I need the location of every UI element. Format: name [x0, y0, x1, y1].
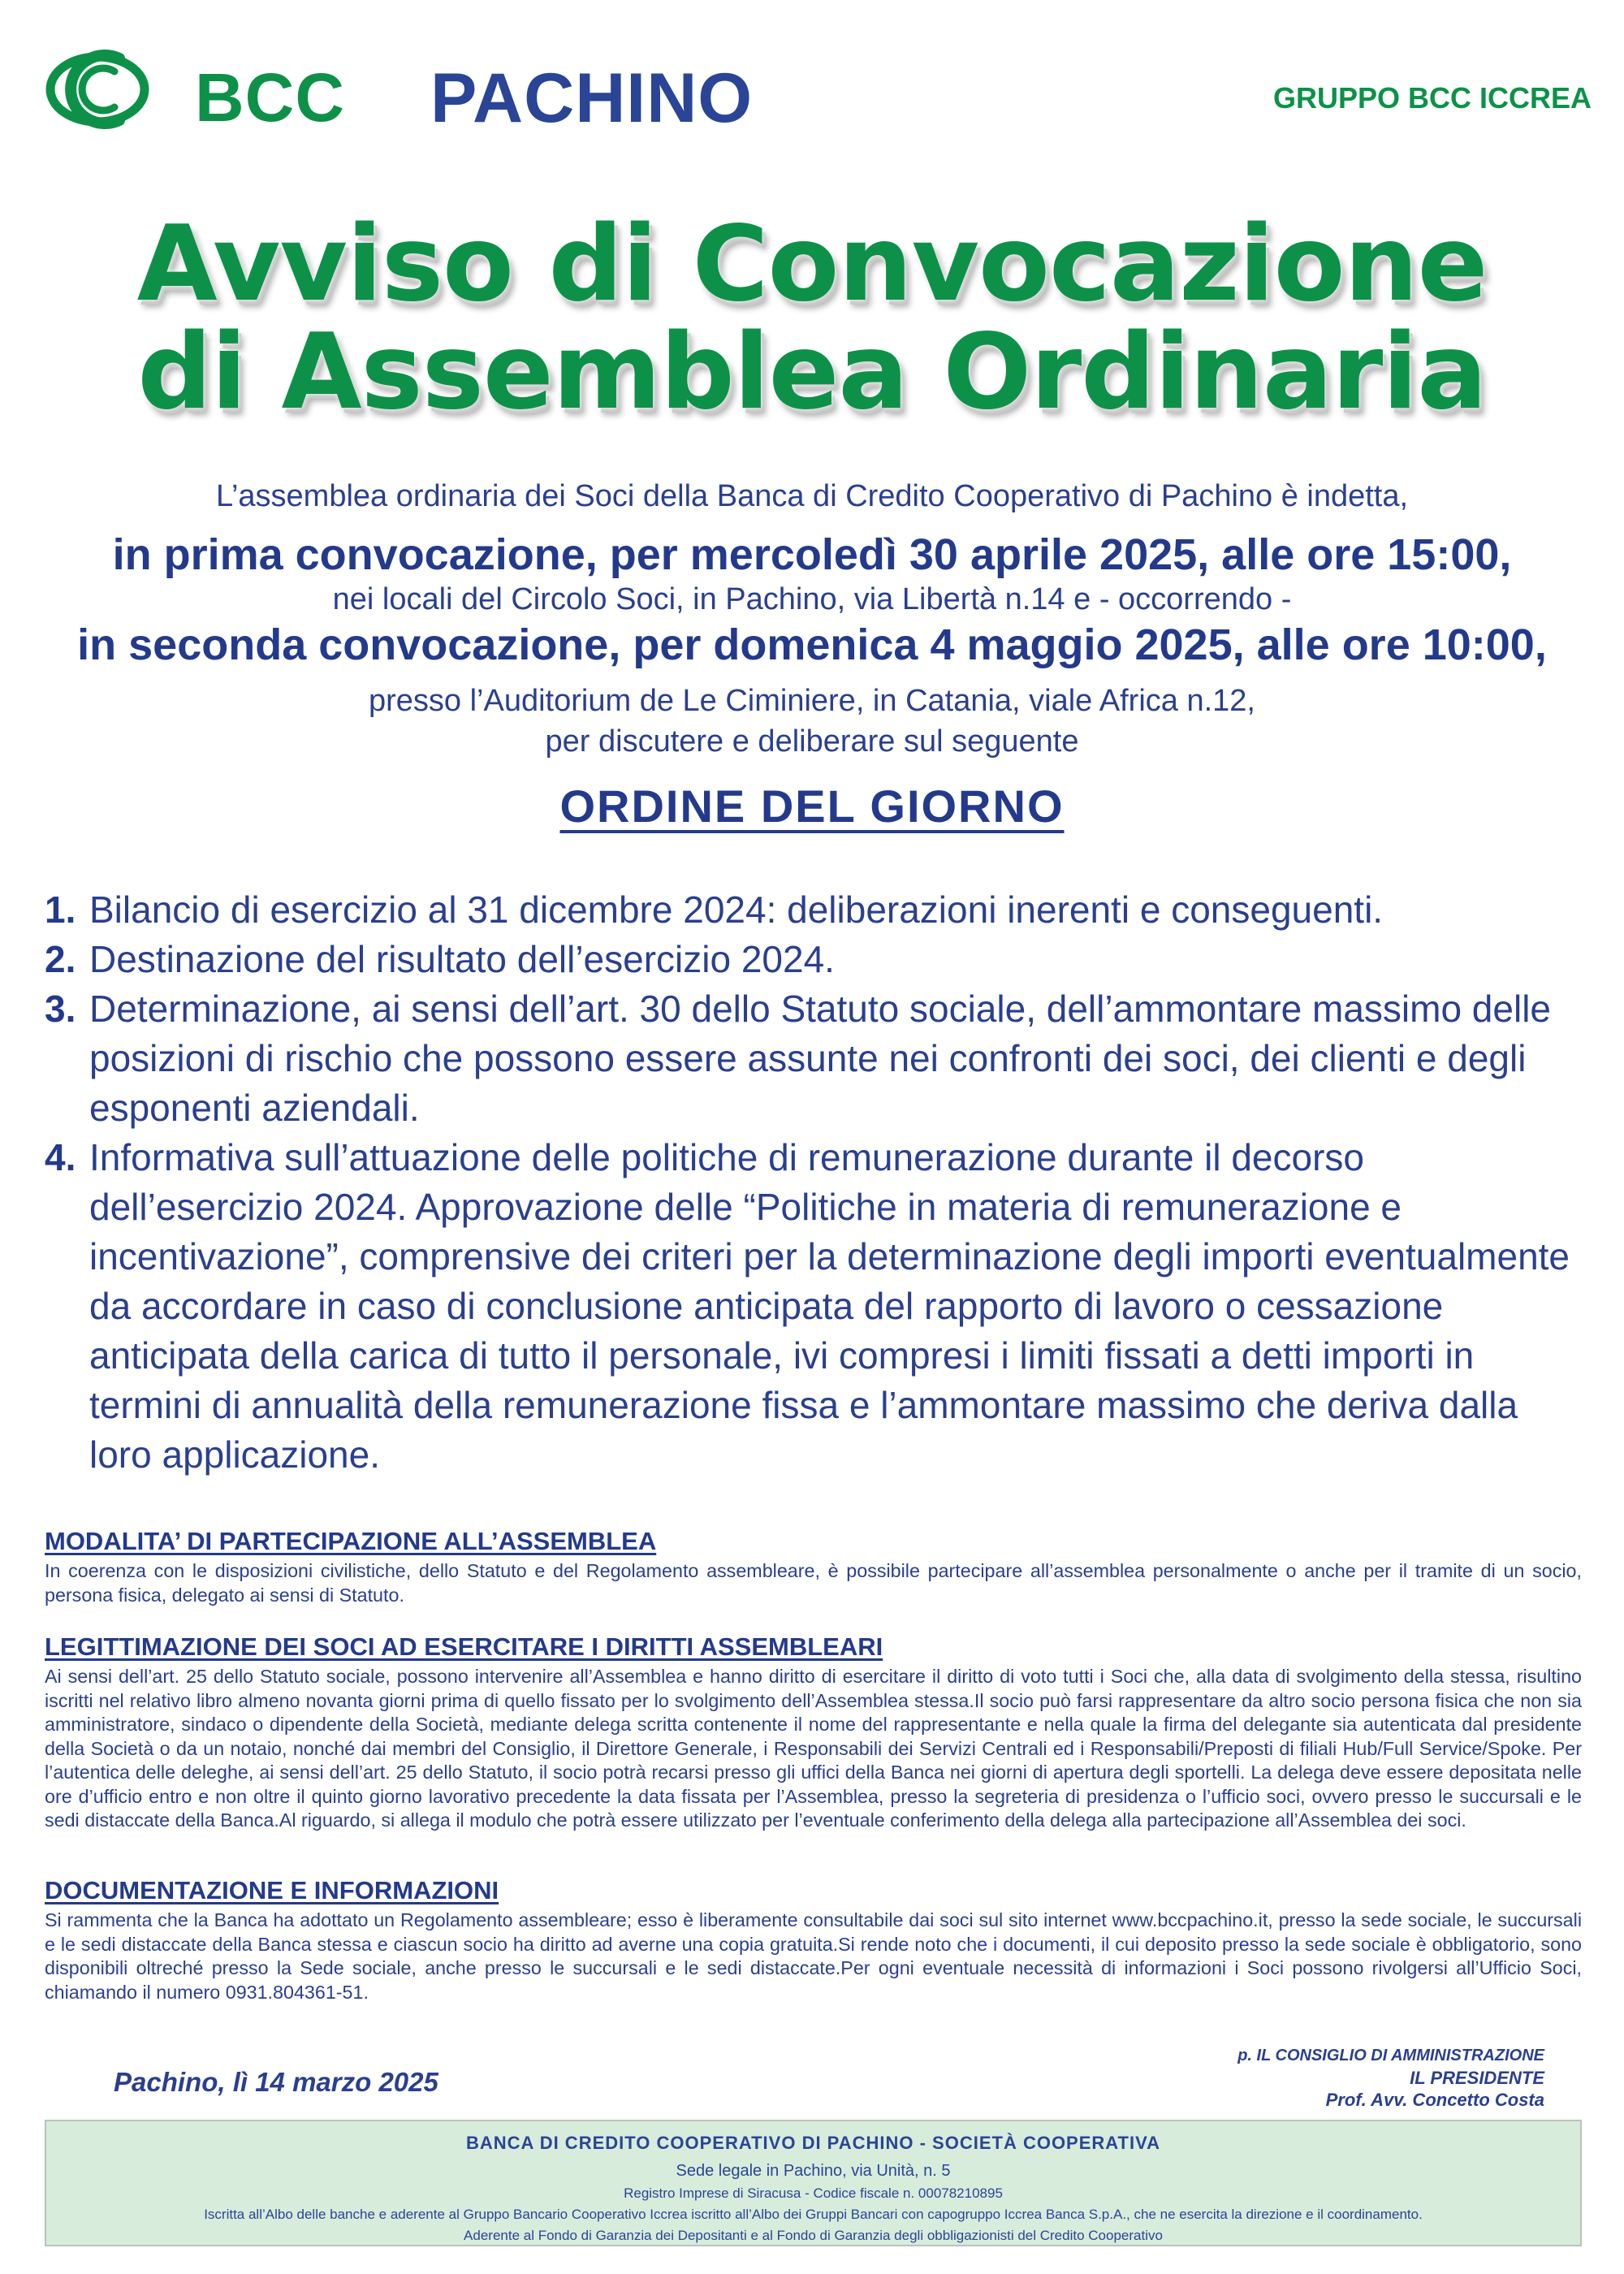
section-text-documentazione: Si rammenta che la Banca ha adottato un Regolamento assembleare; esso è liberamente consultabile dai soci sul sito internet www.bccpachino.it, presso la sede sociale, le succursali e le sedi distaccate della Banca stessa e ciascun socio ha diritto ad averne una copia gratuita.Si rende noto che i documenti, il cui deposito presso la sede sociale è obbligatorio, sono disponibili oltreché presso la Sede sociale, anche presso le succursali e le sedi distaccate.Per ogni eventuale necessità di informazioni i Soci possono rivolgersi all’Ufficio Soci, chiamando il numero 0931.804361-51.: [45, 1909, 1582, 2003]
page-title-line-1: Avviso di Convocazione: [136, 204, 1488, 325]
intro-line: L’assemblea ordinaria dei Soci della Banca di Credito Cooperativo di Pachino è indetta,: [215, 479, 1409, 513]
president-name: Prof. Avv. Concetto Costa: [1325, 2090, 1544, 2110]
footer: [45, 2120, 1582, 2246]
notice-date: Pachino, lì 14 marzo 2025: [114, 2067, 438, 2097]
intro-location-1: nei locali del Circolo Soci, in Pachino, via Libertà n.14 e - occorrendo -: [332, 582, 1292, 616]
agenda-heading: ORDINE DEL GIORNO: [559, 780, 1065, 832]
header: [45, 41, 1592, 138]
intro-location-2: presso l’Auditorium de Le Ciminiere, in Catania, viale Africa n.12,: [369, 684, 1255, 718]
section-title-documentazione: DOCUMENTAZIONE E INFORMAZIONI: [45, 1876, 499, 1904]
brand-name: BCC: [195, 59, 345, 136]
bank-name: PACHINO: [430, 59, 754, 137]
footer-bank-name: BANCA DI CREDITO COOPERATIVO DI PACHINO - SOCIETÀ COOPERATIVA: [465, 2133, 1161, 2153]
agenda-item-number: 3.: [45, 988, 76, 1030]
agenda-item-text: Determinazione, ai sensi dell’art. 30 dello Statuto sociale, dell’ammontare massimo delle posizioni di rischio che possono essere assunte nei confronti dei soci, dei clienti e degli esponenti aziendali.: [89, 988, 1551, 1129]
agenda-item-number: 4.: [45, 1136, 76, 1178]
section-title-modalita: MODALITA’ DI PARTECIPAZIONE ALL’ASSEMBLEA: [45, 1527, 657, 1555]
intro-purpose: per discutere e deliberare sul seguente: [545, 724, 1079, 759]
agenda-item: [45, 885, 1579, 935]
footer-address: Sede legale in Pachino, via Unità, n. 5: [676, 2162, 951, 2180]
signature-block: [1237, 2045, 1544, 2111]
section-text-modalita: In coerenza con le disposizioni civilistiche, dello Statuto e del Regolamento assembleare, è possibile partecipare all’assemblea personalmente o anche per il tramite di un socio, persona fisica, delegato ai sensi di Statuto.: [45, 1560, 1582, 1606]
page-title-line-2: di Assemblea Ordinaria: [137, 312, 1487, 433]
bcc-logo-icon: [45, 41, 150, 138]
board-label: p. IL CONSIGLIO DI AMMINISTRAZIONE: [1237, 2047, 1544, 2064]
group-name: GRUPPO BCC ICCREA: [1272, 81, 1592, 115]
president-label: IL PRESIDENTE: [1410, 2068, 1544, 2088]
section-title-legittimazione: LEGITTIMAZIONE DEI SOCI AD ESERCITARE I DIRITTI ASSEMBLEARI: [45, 1632, 883, 1661]
agenda-item-number: 2.: [45, 938, 76, 980]
agenda-item-text: Destinazione del risultato dell’esercizio 2024.: [89, 938, 835, 980]
agenda-item: [45, 984, 1579, 1133]
agenda-item-text: Informativa sull’attuazione delle politiche di remunerazione durante il decorso dell’esercizio 2024. Approvazione delle “Politiche in materia di remunerazione e incentivazione”, comprensive dei criteri per la determinazione degli importi eventualmente da accordare in caso di conclusione anticipata del rapporto di lavoro o cessazione anticipata della carica di tutto il personale, ivi compresi i limiti fissati a detti importi in termini di annualità della remunerazione fissa e l’ammontare massimo che deriva dalla loro applicazione.: [89, 1136, 1570, 1476]
footer-group: Iscritta all’Albo delle banche e aderente al Gruppo Bancario Cooperativo Iccrea iscritto all’Albo dei Gruppi Bancari con capogruppo Iccrea Banca S.p.A., che ne esercita la direzione e il coordinamento.: [204, 2207, 1423, 2222]
footer-registry: Registro Imprese di Siracusa - Codice fiscale n. 00078210895: [624, 2185, 1003, 2201]
footer-guarantee: Aderente al Fondo di Garanzia dei Depositanti e al Fondo di Garanzia degli obbligazionisti del Credito Cooperativo: [464, 2228, 1163, 2243]
agenda-item-number: 1.: [45, 888, 76, 931]
agenda-list: [45, 885, 1579, 1480]
second-call: in seconda convocazione, per domenica 4 maggio 2025, alle ore 10:00,: [77, 620, 1547, 669]
section-text-legittimazione: Ai sensi dell’art. 25 dello Statuto sociale, possono intervenire all’Assemblea e hanno diritto di esercitare il diritto di voto tutti i Soci che, alla data di svolgimento della stessa, risultino iscritti nel relativo libro almeno novanta giorni prima di quello fissato per lo svolgimento dell’Assemblea stessa.Il socio può farsi rappresentare da altro socio persona fisica che non sia amministratore, sindaco o dipendente della Società, mediante delega scritta contenente il nome del rappresentante e nella quale la firma del delegante sia autenticata dal presidente della Società o da un notaio, nonché dai membri del Consiglio, il Direttore Generale, i Responsabili dei Servizi Centrali ed i Responsabili/Preposti di filiali Hub/Full Service/Spoke. Per l’autentica delle deleghe, ai sensi dell’art. 25 dello Statuto, il socio potrà recarsi presso gli uffici della Banca nei giorni di apertura degli sportelli. La delega deve essere depositata nelle ore d’ufficio entro e non oltre il quinto giorno lavorativo precedente la data fissata per l’Assemblea, presso la segreteria di presidenza o l’ufficio soci, ovvero presso le succursali e le sedi distaccate della Banca.Al riguardo, si allega il modulo che potrà essere utilizzato per l’eventuale conferimento della delega alla partecipazione all’Assemblea dei soci.: [45, 1666, 1582, 1831]
agenda-item-text: Bilancio di esercizio al 31 dicembre 2024: deliberazioni inerenti e conseguenti.: [89, 888, 1384, 931]
agenda-item: [45, 1133, 1579, 1480]
agenda-item: [45, 935, 1579, 984]
first-call: in prima convocazione, per mercoledì 30 aprile 2025, alle ore 15:00,: [112, 530, 1512, 579]
